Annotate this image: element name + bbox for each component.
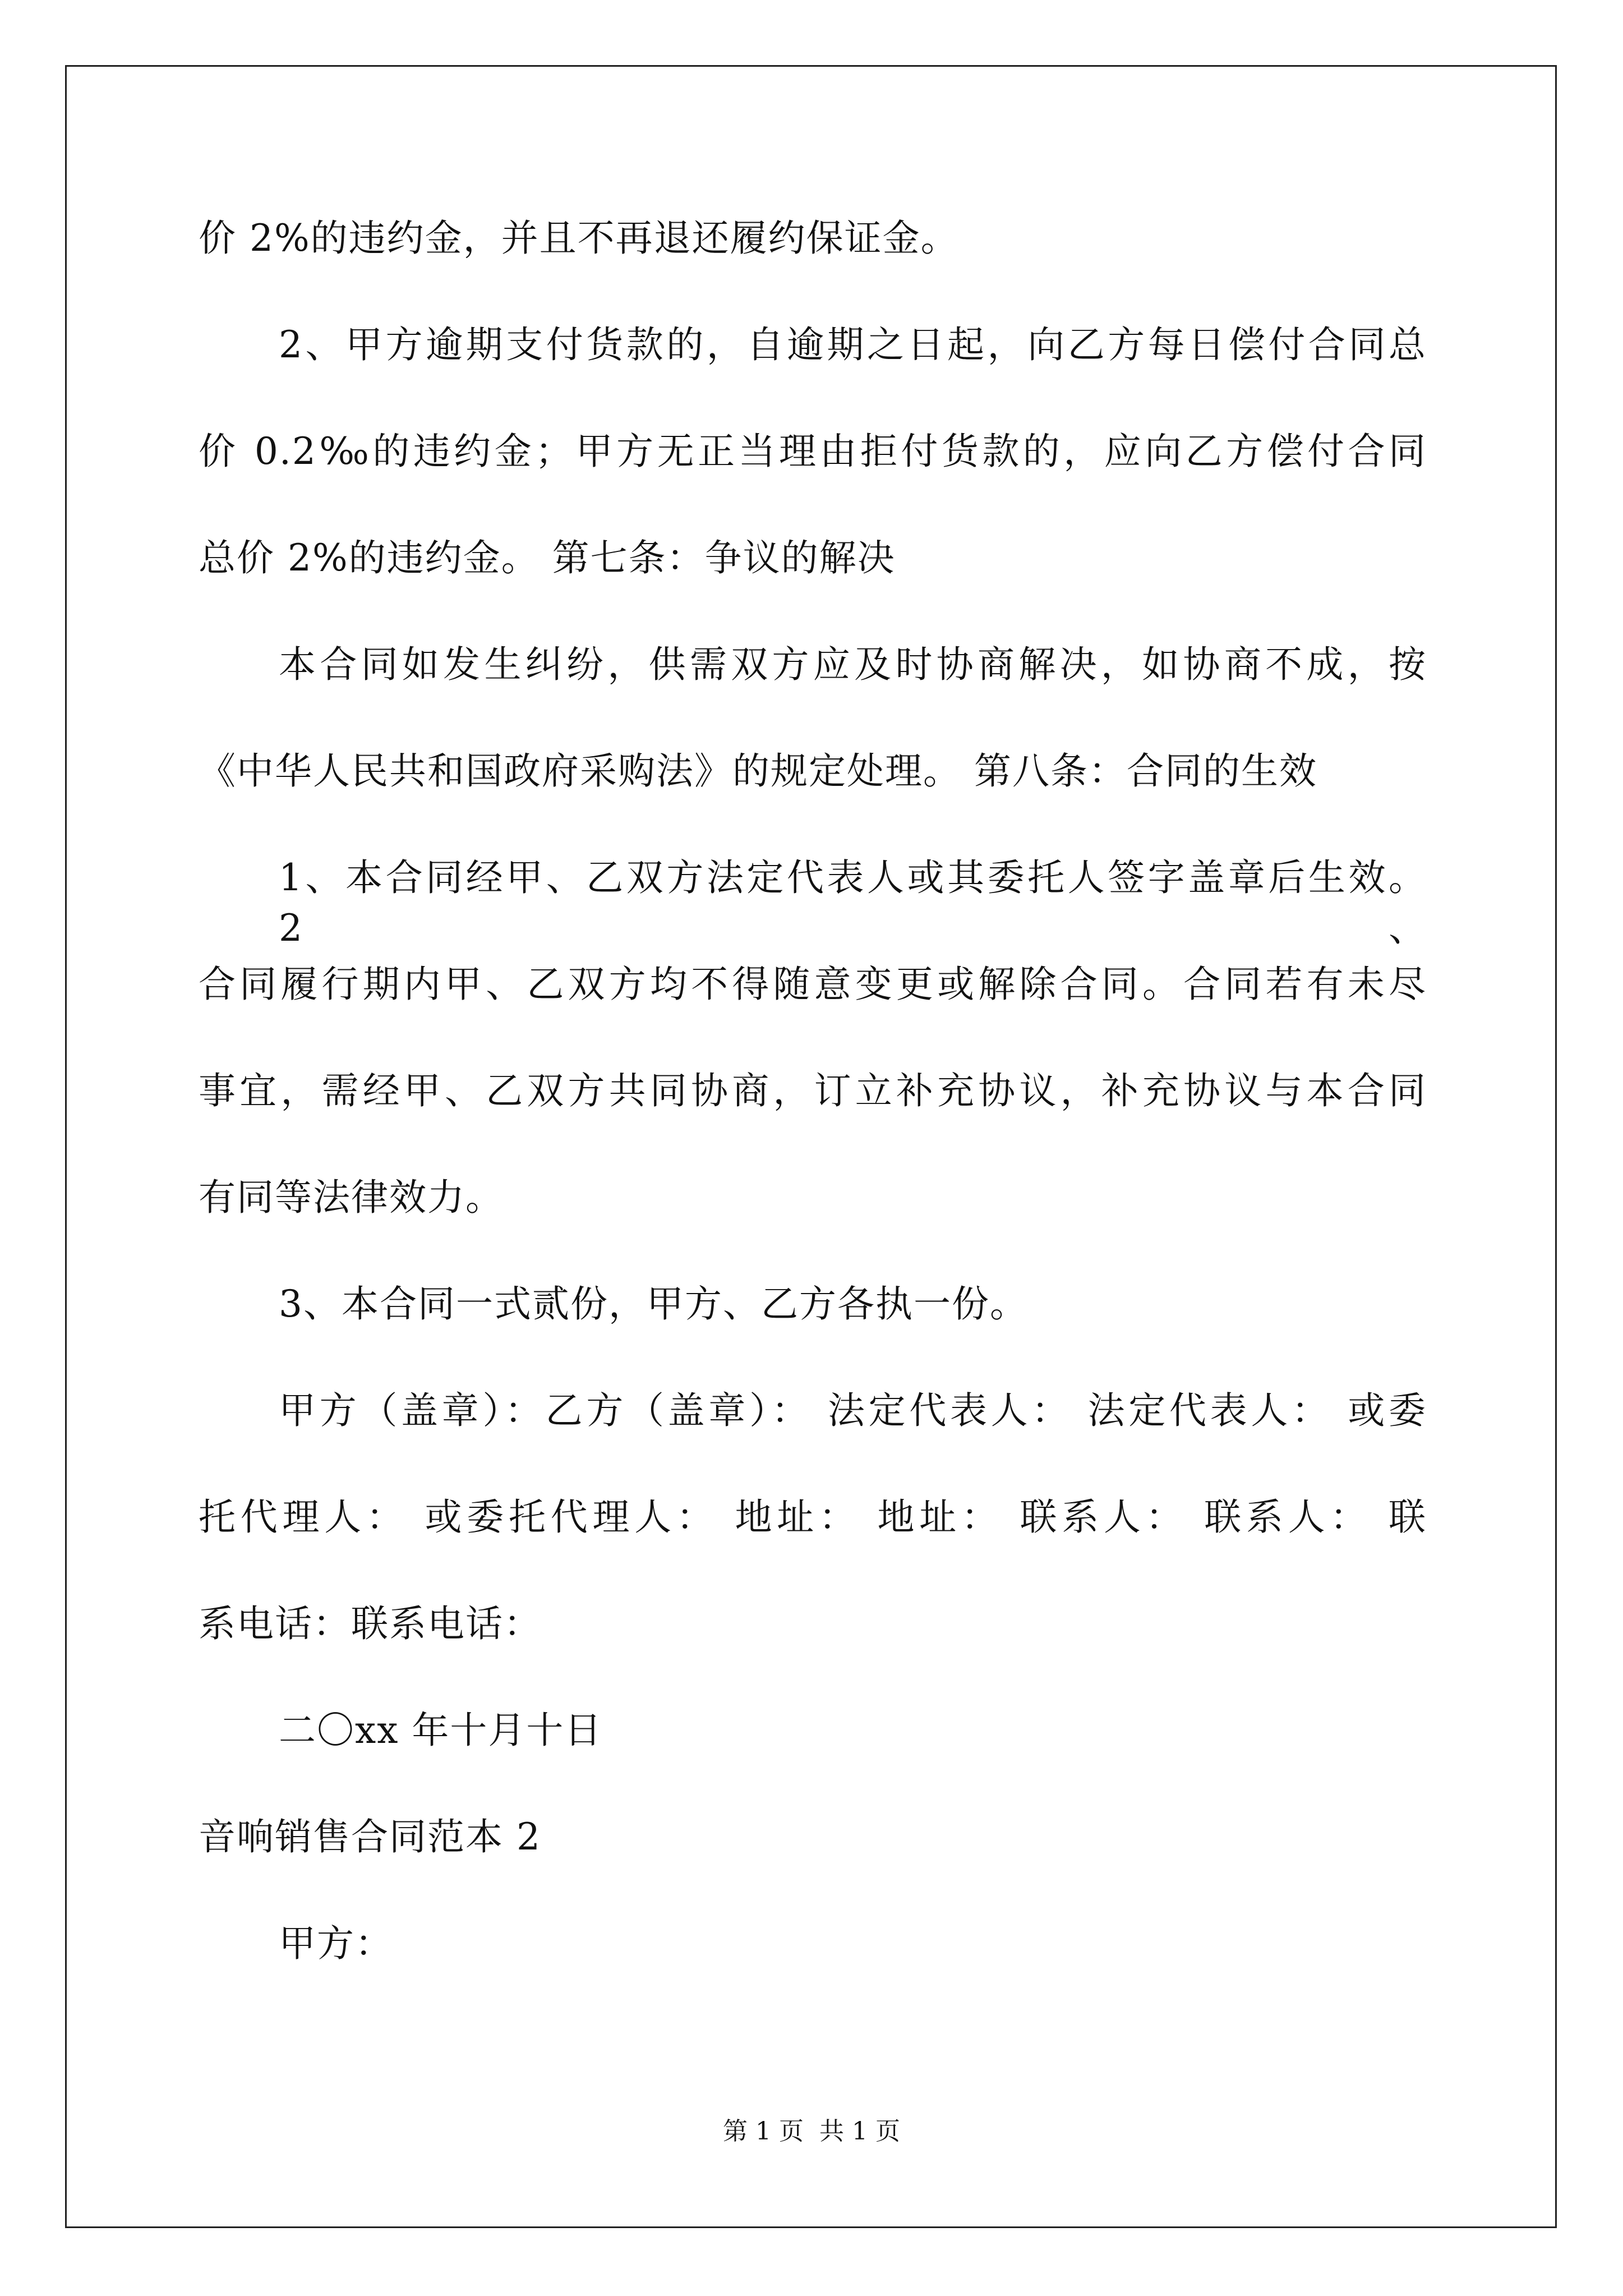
party-a-label: 甲方： [279, 1922, 393, 1965]
text-line: 2、甲方逾期支付货款的，自逾期之日起，向乙方每日偿付合同总 [279, 323, 1427, 366]
page-number-current: 第 1 页 [723, 2117, 804, 2146]
text-line: 3、本合同一式贰份，甲方、乙方各执一份。 [279, 1282, 1028, 1326]
page-border [65, 65, 1557, 2228]
text-line: 系电话：联系电话： [199, 1602, 542, 1645]
text-line: 事宜，需经甲、乙双方共同协商，订立补充协议，补充协议与本合同 [199, 1069, 1427, 1112]
page-footer [0, 2115, 1623, 2148]
text-line: 1、本合同经甲、乙双方法定代表人或其委托人签字盖章后生效。2、 [279, 856, 1427, 950]
text-line: 合同履行期内甲、乙双方均不得随意变更或解除合同。合同若有未尽 [199, 963, 1427, 1006]
text-line: 本合同如发生纠纷，供需双方应及时协商解决，如协商不成，按 [279, 643, 1427, 686]
text-line: 甲方（盖章）：乙方（盖章）： 法定代表人： 法定代表人： 或委 [279, 1389, 1427, 1432]
page-number-total: 共 1 页 [819, 2117, 900, 2146]
text-line: 有同等法律效力。 [199, 1176, 504, 1219]
section-title: 音响销售合同范本 2 [199, 1815, 541, 1858]
text-line: 《中华人民共和国政府采购法》的规定处理。 第八条：合同的生效 [199, 749, 1317, 793]
text-line: 总价 2%的违约金。 第七条：争议的解决 [199, 536, 896, 579]
text-line: 托代理人： 或委托代理人： 地址： 地址： 联系人： 联系人： 联 [199, 1496, 1427, 1539]
text-line: 价 0.2‰的违约金；甲方无正当理由拒付货款的，应向乙方偿付合同 [199, 430, 1427, 473]
text-line: 价 2%的违约金，并且不再退还履约保证金。 [199, 217, 959, 260]
date-line: 二〇xx 年十月十日 [279, 1709, 603, 1752]
